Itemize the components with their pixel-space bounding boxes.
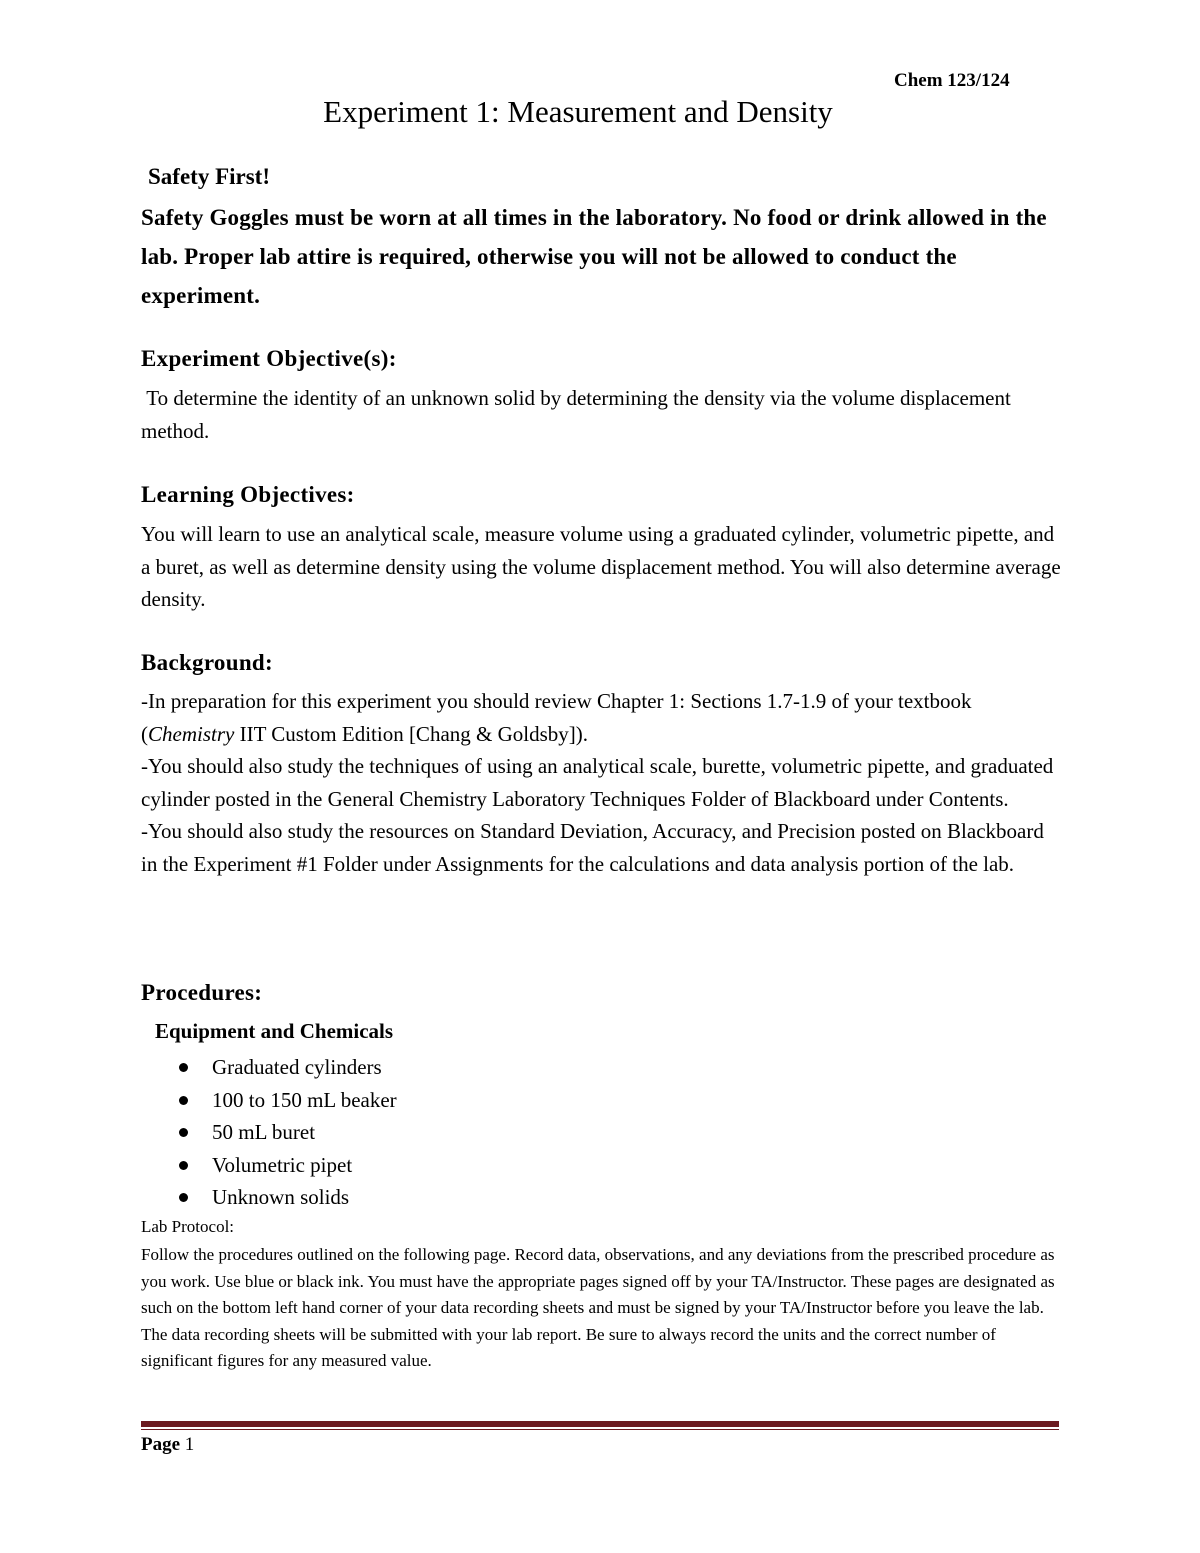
background-paragraph-3: -You should also study the resources on Standard Deviation, Accuracy, and Precision posted on Blackboard in the Experiment #1 Folder under Assignments for the calculations and data analysis portion of the lab. bbox=[141, 819, 1044, 876]
list-item bbox=[176, 1149, 397, 1182]
objective-text-content: To determine the identity of an unknown solid by determining the density via the volume displacement method. bbox=[141, 386, 1011, 443]
protocol-text: Follow the procedures outlined on the following page. Record data, observations, and any deviations from the prescribed procedure as you work. Use blue or black ink. You must have the appropriate pages signed off by your TA/Instructor. These pages are designated as such on the bottom left hand corner of your data recording sheets and must be signed by your TA/Instructor before you leave the lab. The data recording sheets will be submitted with your lab report. Be sure to always record the units and the correct number of significant figures for any measured value. bbox=[141, 1245, 1055, 1371]
bullet-icon bbox=[179, 1063, 188, 1072]
equipment-item-label: 100 to 150 mL beaker bbox=[212, 1087, 397, 1112]
bullet-icon bbox=[179, 1161, 188, 1170]
learning-heading: Learning Objectives: bbox=[141, 482, 355, 507]
procedures-heading: Procedures: bbox=[141, 980, 263, 1005]
background-text bbox=[141, 685, 1061, 880]
equipment-item-label: 50 mL buret bbox=[212, 1120, 316, 1145]
equipment-item-label: Unknown solids bbox=[212, 1185, 350, 1210]
background-p1-text-end: IIT Custom Edition [Chang & Goldsby]). bbox=[234, 721, 589, 746]
equipment-heading: Equipment and Chemicals bbox=[155, 1019, 394, 1043]
document-title: Experiment 1: Measurement and Density bbox=[323, 94, 833, 129]
objective-text bbox=[141, 382, 1061, 447]
objective-heading: Experiment Objective(s): bbox=[141, 346, 397, 371]
background-paragraph-1 bbox=[141, 685, 1061, 750]
course-label: Chem 123/124 bbox=[894, 70, 1010, 91]
safety-heading: Safety First! bbox=[148, 164, 270, 189]
list-item bbox=[176, 1116, 397, 1149]
background-heading: Background: bbox=[141, 650, 273, 675]
equipment-item-label: Graduated cylinders bbox=[212, 1055, 382, 1079]
protocol-heading: Lab Protocol: bbox=[141, 1217, 235, 1236]
footer-divider-thin bbox=[141, 1429, 1059, 1430]
equipment-list bbox=[176, 1051, 397, 1214]
list-item bbox=[176, 1181, 397, 1214]
list-item bbox=[176, 1051, 397, 1084]
background-paragraph-2: -You should also study the techniques of using an analytical scale, burette, volumetric pipette, and graduated cylinder posted in the General Chemistry Laboratory Techniques Folder of Blackboard under Contents. bbox=[141, 754, 1054, 811]
footer-divider bbox=[141, 1421, 1059, 1427]
learning-text: You will learn to use an analytical scale, measure volume using a graduated cylinder, volumetric pipette, and a buret, as well as determine density using the volume displacement method. You will also determine average density. bbox=[141, 522, 1061, 611]
safety-text: Safety Goggles must be worn at all times in the laboratory. No food or drink allowed in the lab. Proper lab attire is required, otherwise you will not be allowed to conduct the experiment. bbox=[141, 205, 1047, 308]
textbook-title: Chemistry bbox=[148, 721, 235, 746]
page-number-value: 1 bbox=[184, 1434, 195, 1455]
page-label: Page bbox=[141, 1434, 181, 1455]
list-item bbox=[176, 1084, 397, 1117]
page-number bbox=[141, 1434, 194, 1456]
bullet-icon bbox=[179, 1193, 188, 1202]
bullet-icon bbox=[179, 1096, 188, 1105]
equipment-item-label: Volumetric pipet bbox=[212, 1152, 353, 1177]
background-p1-text: -In preparation for this experiment you should review Chapter 1: Sections 1.7-1.9 of your textbook ( bbox=[141, 689, 972, 746]
bullet-icon bbox=[179, 1128, 188, 1137]
